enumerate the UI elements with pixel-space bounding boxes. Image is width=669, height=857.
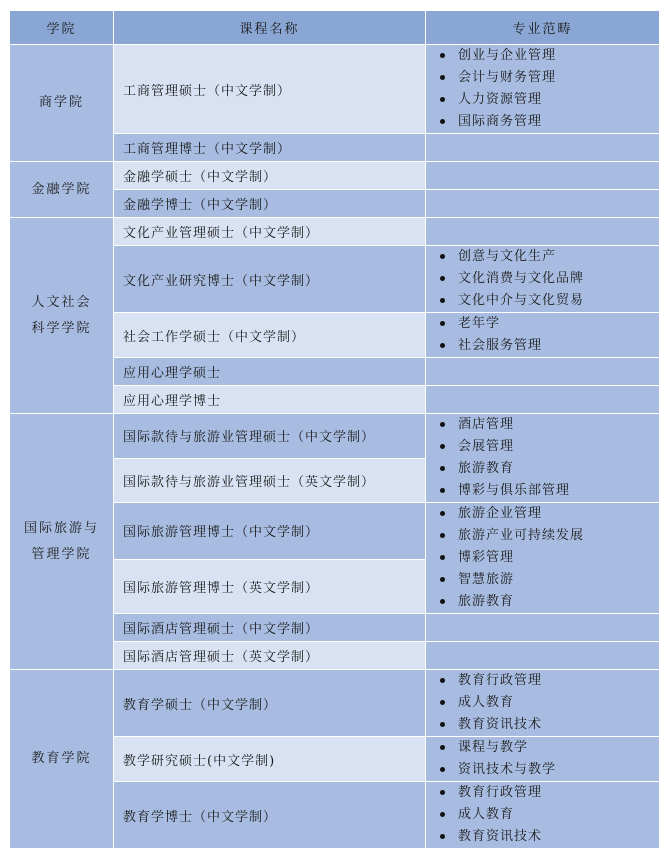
- table-row: [10, 162, 660, 190]
- course-name: 教育学硕士（中文学制）: [114, 670, 426, 737]
- course-name: 金融学博士（中文学制）: [114, 190, 426, 218]
- focus-empty: [426, 162, 660, 190]
- focus-empty: [426, 642, 660, 670]
- focus-item: 会计与财务管理: [438, 67, 659, 89]
- focus-item: 成人教育: [438, 692, 659, 714]
- course-name: 国际款待与旅游业管理硕士（中文学制）: [114, 414, 426, 459]
- focus-list: [426, 45, 660, 134]
- course-name: 国际酒店管理硕士（英文学制）: [114, 642, 426, 670]
- focus-item: 会展管理: [438, 436, 659, 458]
- focus-item: 博彩与俱乐部管理: [438, 480, 659, 502]
- focus-item: 老年学: [438, 313, 659, 335]
- course-name: 文化产业研究博士（中文学制）: [114, 246, 426, 313]
- course-name: 国际旅游管理博士（中文学制）: [114, 503, 426, 560]
- school-humanities-line1: 人文社会: [31, 294, 92, 310]
- course-name: 教学研究硕士(中文学制): [114, 737, 426, 782]
- school-finance: 金融学院: [10, 162, 114, 218]
- course-name: 国际酒店管理硕士（中文学制）: [114, 614, 426, 642]
- focus-item: 教育行政管理: [438, 670, 659, 692]
- course-name: 国际旅游管理博士（英文学制）: [114, 559, 426, 614]
- focus-list: [426, 414, 660, 503]
- table-row: [10, 45, 660, 134]
- school-tourism-line1: 国际旅游与: [23, 520, 99, 536]
- course-name: 文化产业管理硕士（中文学制）: [114, 218, 426, 246]
- focus-list: [426, 246, 660, 313]
- focus-item: 酒店管理: [438, 414, 659, 436]
- focus-item: 旅游教育: [438, 591, 659, 613]
- programs-table: [9, 10, 660, 849]
- course-name: 工商管理硕士（中文学制）: [114, 45, 426, 134]
- focus-item: 旅游企业管理: [438, 503, 659, 525]
- school-business: 商学院: [10, 45, 114, 162]
- table-row: [10, 670, 660, 737]
- school-humanities: [10, 218, 114, 414]
- course-name: 社会工作学硕士（中文学制）: [114, 313, 426, 358]
- focus-item: 文化中介与文化贸易: [438, 290, 659, 312]
- focus-empty: [426, 358, 660, 386]
- focus-empty: [426, 218, 660, 246]
- header-course: 课程名称: [114, 11, 426, 45]
- focus-item: 教育资讯技术: [438, 826, 659, 848]
- school-tourism: [10, 414, 114, 670]
- header-row: [10, 11, 660, 45]
- focus-list: [426, 670, 660, 737]
- header-school: 学院: [10, 11, 114, 45]
- table-row: [10, 218, 660, 246]
- focus-item: 创意与文化生产: [438, 246, 659, 268]
- focus-item: 教育行政管理: [438, 782, 659, 804]
- focus-empty: [426, 134, 660, 162]
- focus-list: [426, 737, 660, 782]
- focus-item: 旅游教育: [438, 458, 659, 480]
- table-row: [10, 414, 660, 459]
- school-humanities-line2: 科学学院: [31, 320, 92, 336]
- focus-item: 成人教育: [438, 804, 659, 826]
- course-name: 教育学博士（中文学制）: [114, 782, 426, 849]
- focus-empty: [426, 190, 660, 218]
- focus-item: 博彩管理: [438, 547, 659, 569]
- course-name: 工商管理博士（中文学制）: [114, 134, 426, 162]
- focus-item: 人力资源管理: [438, 89, 659, 111]
- course-name: 金融学硕士（中文学制）: [114, 162, 426, 190]
- focus-empty: [426, 386, 660, 414]
- focus-item: 资讯技术与教学: [438, 759, 659, 781]
- focus-item: 文化消费与文化品牌: [438, 268, 659, 290]
- focus-item: 创业与企业管理: [438, 45, 659, 67]
- course-name: 应用心理学硕士: [114, 358, 426, 386]
- focus-item: 旅游产业可持续发展: [438, 525, 659, 547]
- focus-item: 社会服务管理: [438, 335, 659, 357]
- focus-list: [426, 503, 660, 614]
- school-tourism-line2: 管理学院: [31, 546, 92, 562]
- course-name: 应用心理学博士: [114, 386, 426, 414]
- focus-item: 国际商务管理: [438, 111, 659, 133]
- focus-item: 课程与教学: [438, 737, 659, 759]
- header-focus: 专业范畴: [426, 11, 660, 45]
- focus-list: [426, 782, 660, 849]
- focus-list: [426, 313, 660, 358]
- course-name: 国际款待与旅游业管理硕士（英文学制）: [114, 458, 426, 503]
- school-education: 教育学院: [10, 670, 114, 849]
- focus-empty: [426, 614, 660, 642]
- focus-item: 教育资讯技术: [438, 714, 659, 736]
- focus-item: 智慧旅游: [438, 569, 659, 591]
